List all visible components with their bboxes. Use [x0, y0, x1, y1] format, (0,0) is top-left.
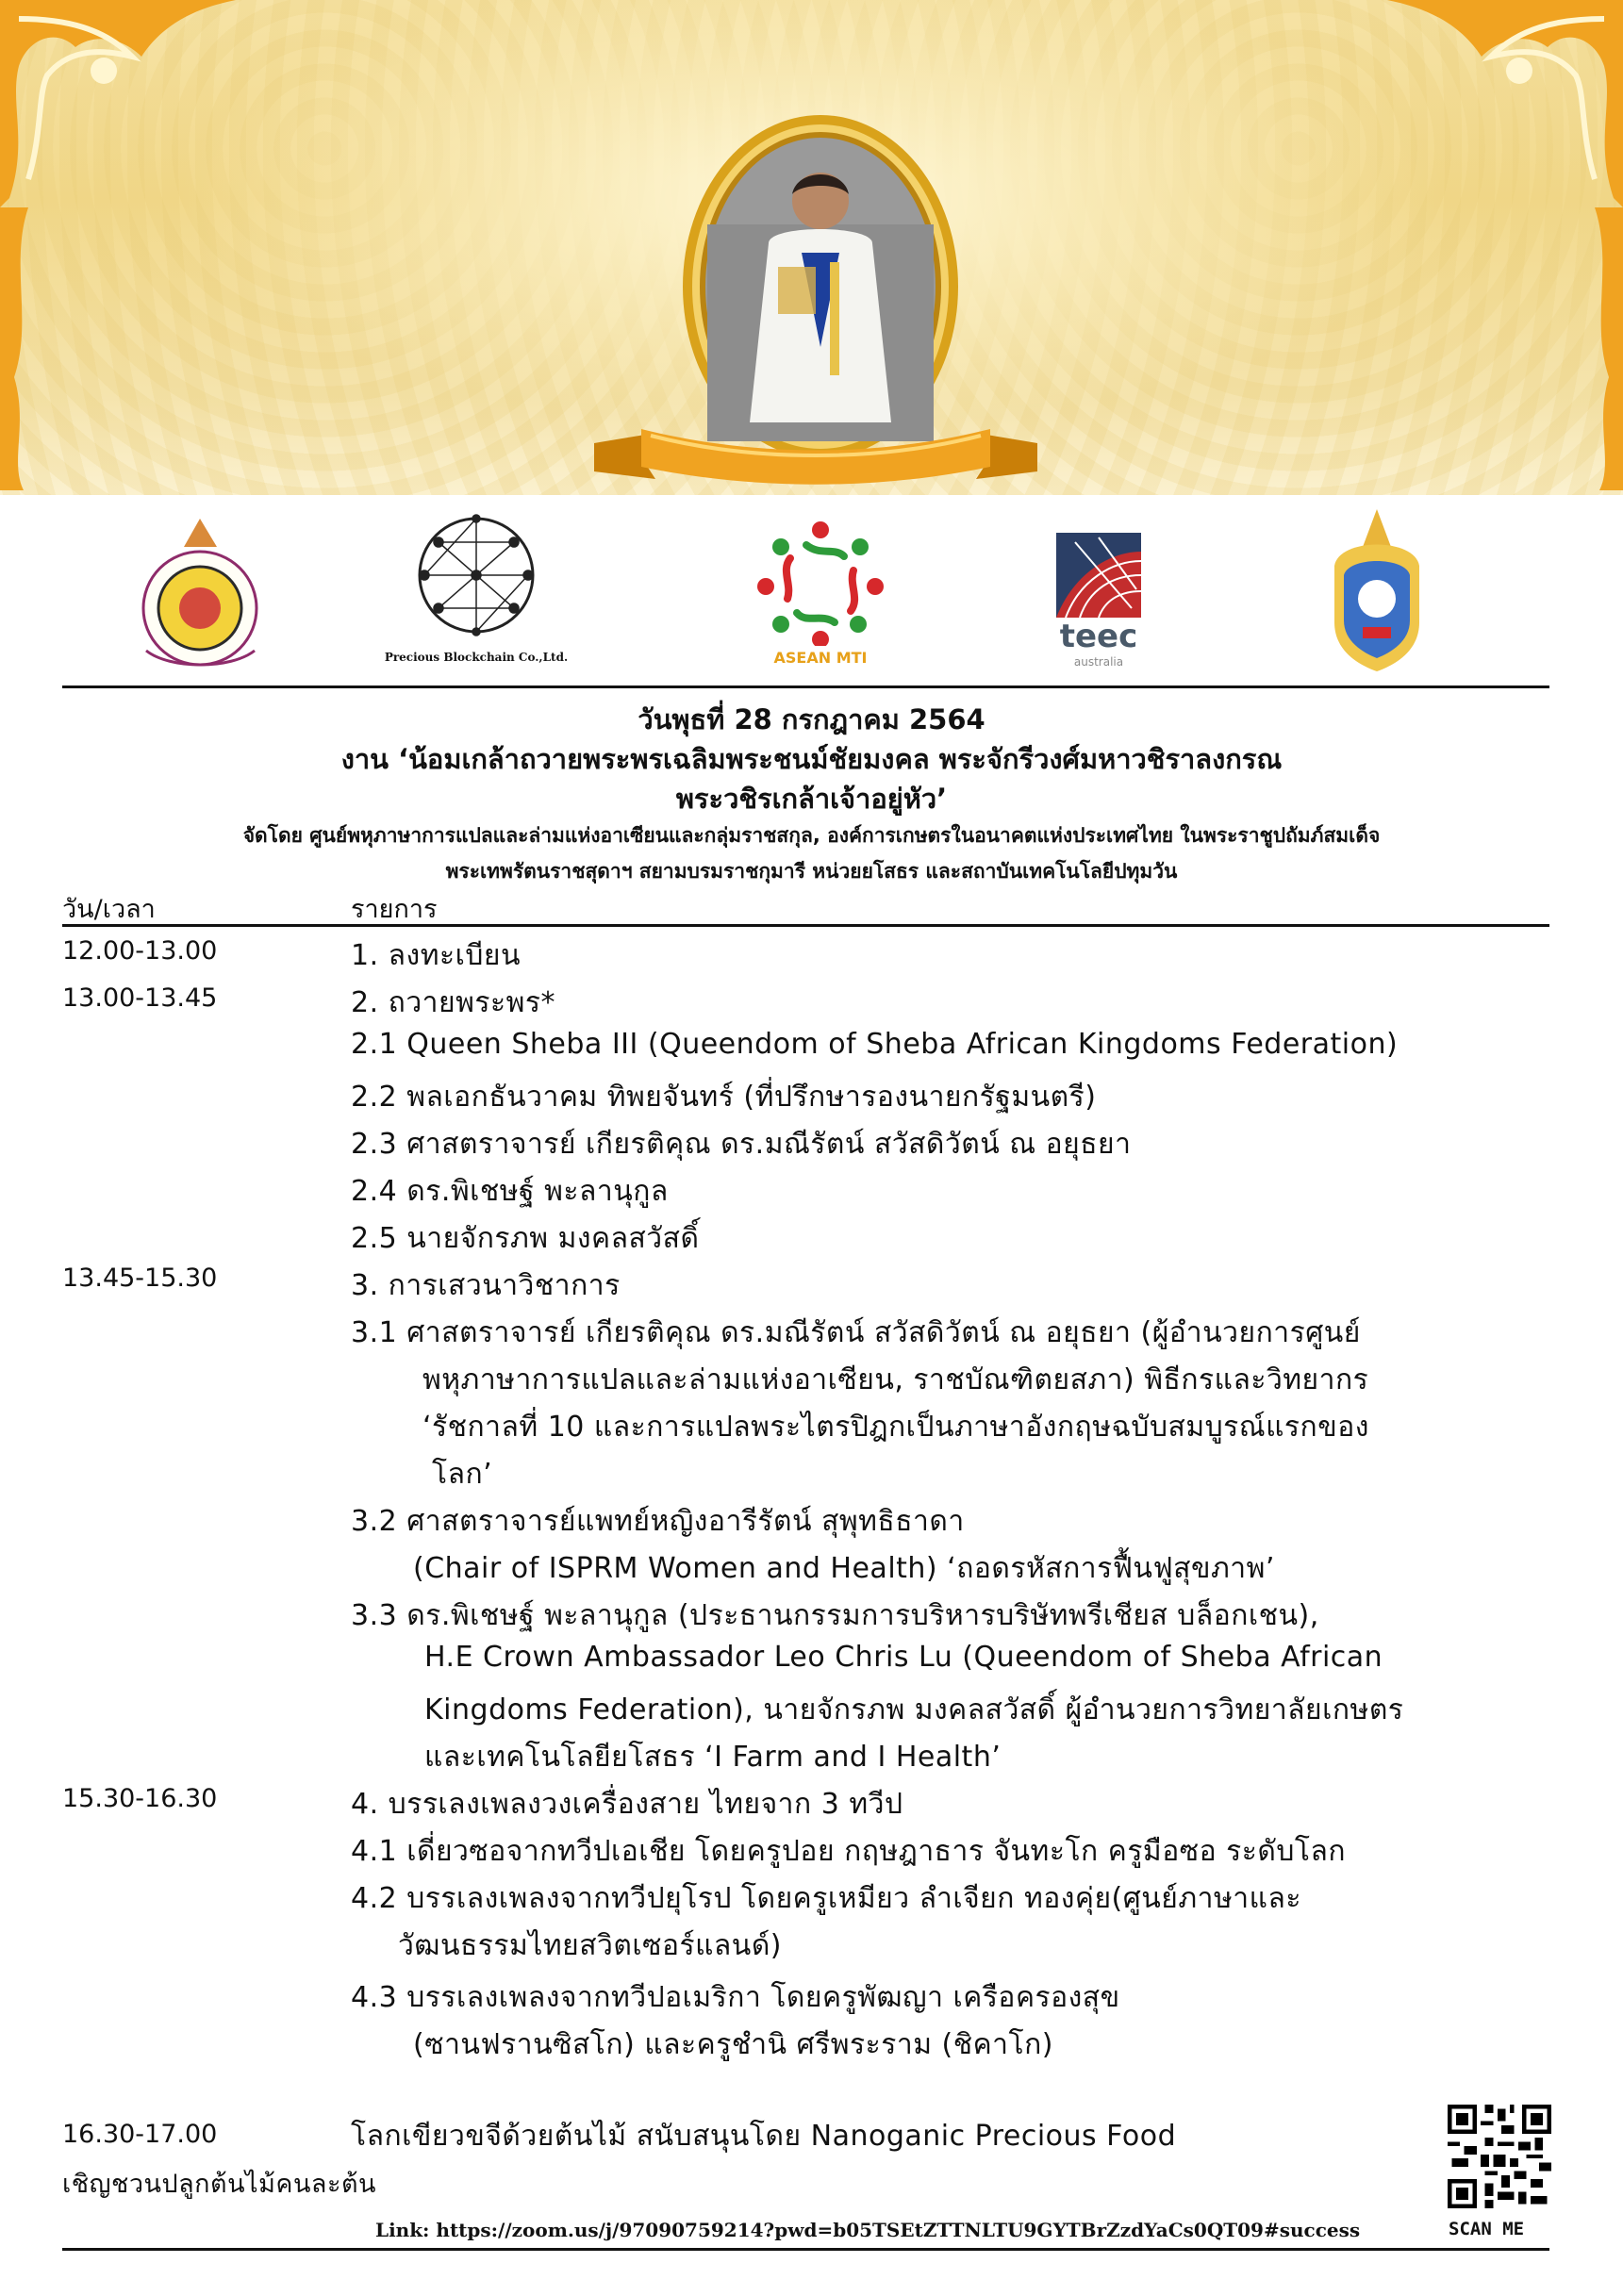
divider-bottom [62, 2248, 1549, 2251]
time-slot: 12.00-13.00 [62, 936, 218, 966]
agenda-subitem: 2.1 Queen Sheba III (Queendom of Sheba African Kingdoms Federation) [351, 1028, 1399, 1061]
teec-sublabel: australia [1073, 655, 1124, 669]
emblem-seal-2 [1320, 509, 1433, 674]
column-header-item: รายการ [351, 895, 438, 924]
agenda-subitem: 4.2 บรรเลงเพลงจากทวีปยุโรป โดยครูเหมียว ลำเจียก ทองคุ่ย(ศูนย์ภาษาและ [351, 1882, 1301, 1915]
ornament-corner-left-icon [0, 0, 245, 207]
agenda-subitem: 2.4 ดร.พิเชษฐ์ พะลานุกูล [351, 1175, 669, 1208]
divider-schedule [62, 924, 1549, 927]
ornament-border-right-icon [1585, 207, 1623, 490]
asean-mti-logo [754, 519, 886, 646]
agenda-subitem-cont: และเทคโนโลยียโสธร ‘I Farm and I Health’ [424, 1741, 1002, 1774]
precious-blockchain-label: Precious Blockchain Co.,Ltd. [384, 651, 569, 664]
asean-mti-label: ASEAN MTI [773, 649, 868, 667]
agenda-item: 3. การเสวนาวิชาการ [351, 1269, 621, 1302]
agenda-item: 1. ลงทะเบียน [351, 939, 521, 972]
ornament-border-left-icon [0, 207, 38, 490]
qr-code-icon[interactable] [1448, 2105, 1551, 2208]
time-slot: 15.30-16.30 [62, 1784, 218, 1813]
partner-logos [0, 509, 1623, 698]
ribbon-banner-icon [585, 415, 1047, 490]
header-banner [0, 0, 1623, 495]
agenda-subitem-cont: (ซานฟรานซิสโก) และครูชำนิ ศรีพระราม (ชิคาโก) [413, 2028, 1053, 2061]
agenda-subitem: 2.2 พลเอกธันวาคม ทิพยจันทร์ (ที่ปรึกษารองนายกรัฐมนตรี) [351, 1081, 1097, 1114]
ornament-corner-right-icon [1378, 0, 1623, 207]
agenda-subitem: 3.1 ศาสตราจารย์ เกียรติคุณ ดร.มณีรัตน์ สวัสดิวัตน์ ณ อยุธยา (ผู้อำนวยการศูนย์ [351, 1316, 1361, 1349]
agenda-subitem-cont: วัฒนธรรมไทยสวิตเซอร์แลนด์) [398, 1929, 783, 1962]
agenda-subitem-cont: ‘รัชกาลที่ 10 และการแปลพระไตรปิฎกเป็นภาษาอังกฤษฉบับสมบูรณ์แรกของ [422, 1411, 1369, 1444]
agenda-item: 2. ถวายพระพร* [351, 986, 555, 1019]
agenda-subitem: 2.3 ศาสตราจารย์ เกียรติคุณ ดร.มณีรัตน์ สวัสดิวัตน์ ณ อยุธยา [351, 1128, 1132, 1161]
agenda-subitem: 2.5 นายจักรภพ มงคลสวัสดิ์ [351, 1222, 700, 1255]
zoom-link[interactable]: Link: https://zoom.us/j/97090759214?pwd=b05TSEtZTTNLTU9GYTBrZzdYaCs0QT09#success [375, 2219, 1361, 2241]
time-slot: 13.45-15.30 [62, 1264, 218, 1293]
scan-me-label: SCAN ME [1449, 2219, 1525, 2239]
agenda-item: 4. บรรเลงเพลงวงเครื่องสาย ไทยจาก 3 ทวีป [351, 1788, 903, 1821]
organizer-line2: พระเทพรัตนราชสุดาฯ สยามบรมราชกุมารี หน่วยยโสธร และสถาบันเทคโนโลยีปทุมวัน [445, 860, 1178, 883]
agenda-subitem-cont: Kingdoms Federation), นายจักรภพ มงคลสวัสดิ์ ผู้อำนวยการวิทยาลัยเกษตร [424, 1693, 1404, 1726]
teec-label: teec [1059, 618, 1138, 655]
agenda-subitem: 3.3 ดร.พิเชษฐ์ พะลานุกูล (ประธานกรรมการบริหารบริษัทพรีเชียส บล็อกเชน), [351, 1599, 1319, 1632]
agenda-subitem-cont: พหุภาษาการแปลและล่ามแห่งอาเซียน, ราชบัณฑิตยสภา) พิธีกรและวิทยากร [422, 1363, 1369, 1396]
time-slot: 13.00-13.45 [62, 983, 218, 1013]
event-title-line1: งาน ‘น้อมเกล้าถวายพระพรเฉลิมพระชนม์ชัยมงคล พระจักรีวงศ์มหาวชิราลงกรณ [340, 743, 1283, 775]
organizer-line1: จัดโดย ศูนย์พหุภาษาการแปลและล่ามแห่งอาเซียนและกลุ่มราชสกุล, องค์การเกษตรในอนาคตแห่งประเทศไทย ในพระราชูปถัมภ์สมเด็จ [242, 824, 1381, 847]
teec-logo [1056, 533, 1141, 618]
emblem-seal-1 [132, 519, 269, 674]
agenda-item: โลกเขียวขจีด้วยต้นไม้ สนับสนุนโดย Nanoganic Precious Food [351, 2120, 1177, 2153]
event-title-line2: พระวชิรเกล้าเจ้าอยู่หัว’ [675, 783, 948, 815]
time-slot: 16.30-17.00 [62, 2120, 218, 2149]
portrait-frame [679, 111, 962, 462]
divider-top [62, 685, 1549, 688]
agenda-subitem: 3.2 ศาสตราจารย์แพทย์หญิงอารีรัตน์ สุพุทธิธาดา [351, 1505, 965, 1538]
agenda-subitem-cont: โลก’ [432, 1458, 493, 1491]
agenda-subitem: 4.3 บรรเลงเพลงจากทวีปอเมริกา โดยครูพัฒญา เครือครองสุข [351, 1981, 1120, 2014]
agenda-subitem: 4.1 เดี่ยวซอจากทวีปเอเชีย โดยครูปอย กฤษฎาธาร จันทะโก ครูมือซอ ระดับโลก [351, 1835, 1347, 1868]
agenda-subitem-cont: (Chair of ISPRM Women and Health) ‘ถอดรหัสการฟื้นฟูสุขภาพ’ [413, 1552, 1275, 1585]
precious-blockchain-logo [382, 514, 571, 660]
column-header-time: วัน/เวลา [62, 895, 156, 924]
agenda-note: เชิญชวนปลูกต้นไม้คนละต้น [62, 2170, 376, 2199]
event-date: วันพุธที่ 28 กรกฎาคม 2564 [638, 703, 985, 735]
agenda-subitem-cont: H.E Crown Ambassador Leo Chris Lu (Queendom of Sheba African [424, 1641, 1383, 1674]
